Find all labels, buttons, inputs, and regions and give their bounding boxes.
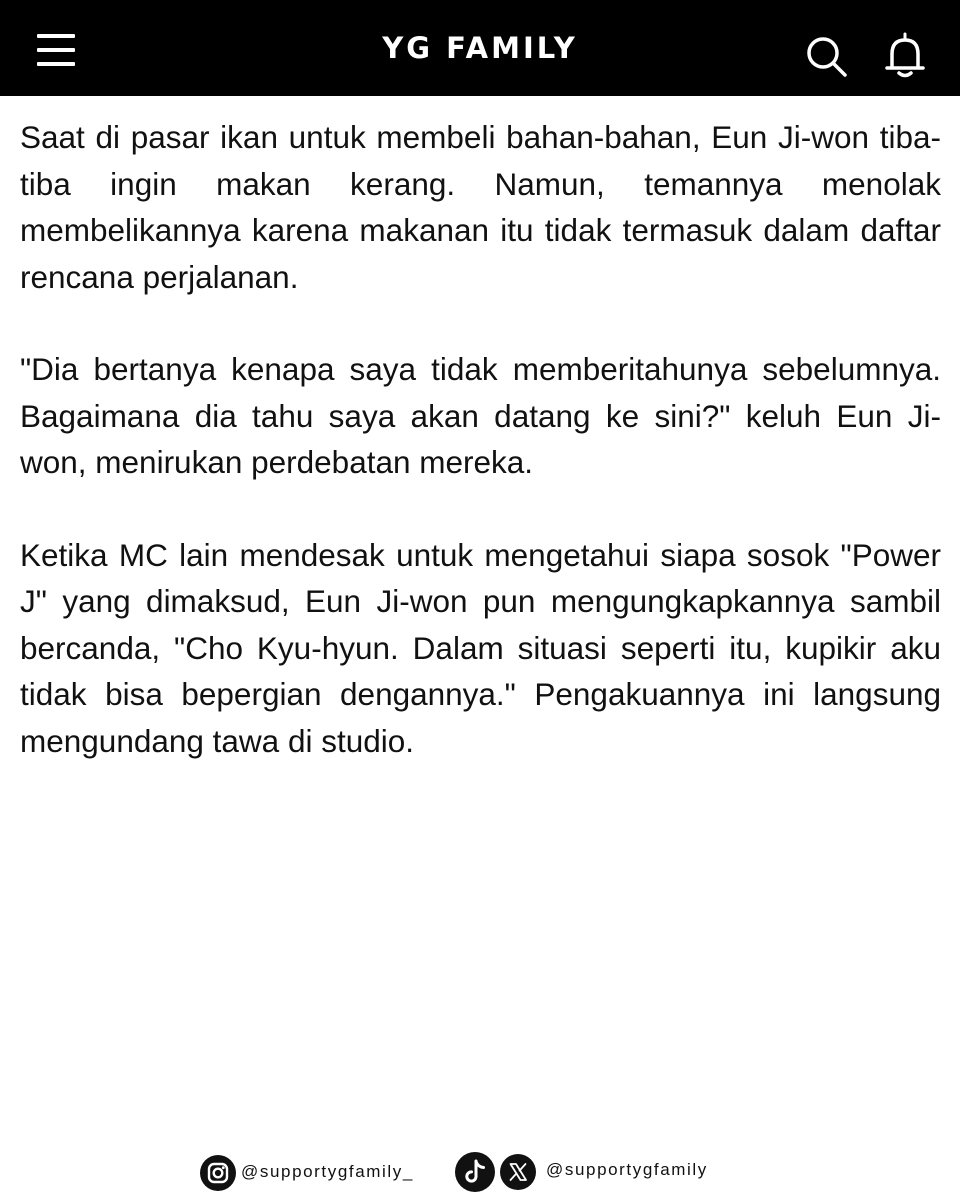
notifications-button[interactable] (880, 32, 930, 82)
article-paragraph-3: Ketika MC lain mendesak untuk mengetahui siapa sosok "Power J" yang dimaksud, Eun Ji-won pun mengungkapkannya sambil bercanda, "Cho Kyu-hyun. Dalam situasi seperti itu, kupikir aku tidak bisa bepergian dengannya." Pengakuannya ini langsung mengundang tawa di studio. (20, 536, 941, 759)
search-icon (804, 34, 850, 80)
article-body (20, 114, 941, 810)
top-bar (0, 0, 960, 96)
social-footer (0, 1151, 960, 1193)
instagram-icon[interactable] (200, 1155, 236, 1191)
tiktok-x-handle[interactable]: @supportygfamily (546, 1160, 708, 1179)
article-paragraph-2: "Dia bertanya kenapa saya tidak memberitahunya sebelumnya. Bagaimana dia tahu saya akan datang ke sini?" keluh Eun Ji-won, menirukan perdebatan mereka. (20, 351, 941, 480)
instagram-handle[interactable]: @supportygfamily_ (241, 1162, 414, 1181)
brand-title[interactable]: YG FAMILY (382, 31, 578, 65)
search-button[interactable] (804, 34, 850, 80)
tiktok-icon[interactable] (455, 1152, 495, 1192)
bell-icon (880, 32, 930, 82)
x-icon[interactable] (500, 1154, 536, 1190)
article-paragraph-1: Saat di pasar ikan untuk membeli bahan-bahan, Eun Ji-won tiba-tiba ingin makan kerang. Namun, temannya menolak membelikannya karena makanan itu tidak termasuk dalam daftar rencana perjalanan. (20, 119, 941, 295)
